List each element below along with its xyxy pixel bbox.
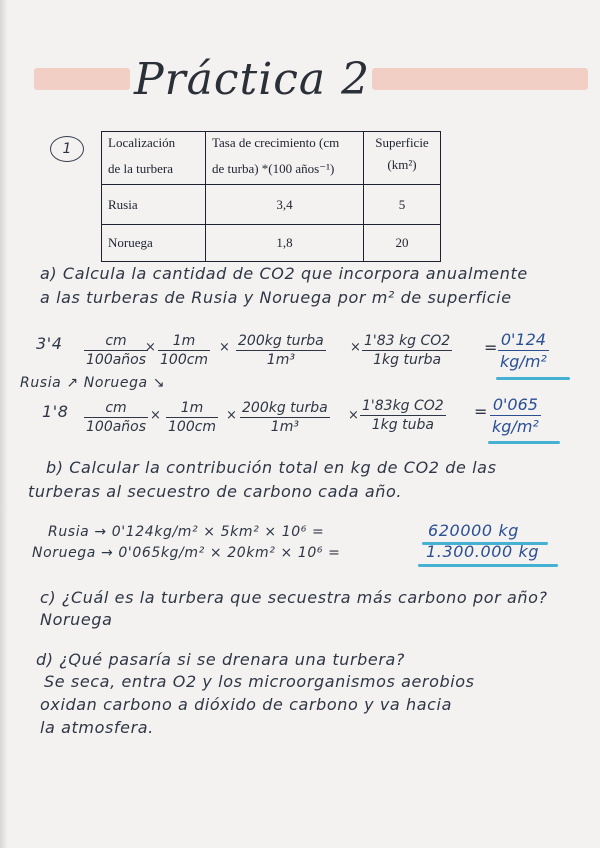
denominator: 100años bbox=[86, 419, 147, 435]
table-cell: 20 bbox=[364, 225, 441, 262]
denominator: 1kg turba bbox=[373, 352, 442, 368]
answer-d-line1: Se seca, entra O2 y los microorganismos aerobios bbox=[44, 672, 475, 691]
table-cell: Noruega bbox=[102, 225, 206, 262]
answer-d-line2: oxidan carbono a dióxido de carbono y va hacia bbox=[40, 695, 452, 714]
table-row bbox=[102, 185, 441, 225]
question-c: c) ¿Cuál es la turbera que secuestra más carbono por año? bbox=[40, 588, 548, 607]
noruega-fraction-2 bbox=[166, 400, 218, 435]
table-row bbox=[102, 225, 441, 262]
times-sign: × bbox=[145, 340, 156, 355]
denominator: kg/m² bbox=[500, 352, 547, 371]
header-text: Superficie bbox=[375, 135, 429, 150]
rusia-fraction-2 bbox=[158, 333, 210, 368]
question-b-line2: turberas al secuestro de carbono cada año. bbox=[28, 482, 403, 501]
numerator: cm bbox=[105, 400, 127, 416]
denominator: 1m³ bbox=[266, 352, 295, 368]
header-text: de turba) *(100 años⁻¹) bbox=[212, 161, 335, 176]
header-text: (km²) bbox=[387, 157, 417, 172]
numerator: 1m bbox=[172, 333, 196, 349]
equals-sign: = bbox=[484, 338, 498, 357]
header-text: de la turbera bbox=[108, 161, 173, 176]
country-trend-labels: Rusia ↗ Noruega ↘ bbox=[20, 375, 166, 391]
rusia-total-result: 620000 kg bbox=[428, 521, 519, 540]
exercise-number: 1 bbox=[50, 136, 84, 162]
noruega-fraction-3 bbox=[240, 400, 330, 435]
rusia-fraction-3 bbox=[236, 333, 326, 368]
denominator: 100cm bbox=[168, 419, 217, 435]
equals-sign: = bbox=[474, 402, 488, 421]
times-sign: × bbox=[348, 408, 359, 423]
times-sign: × bbox=[150, 408, 161, 423]
question-b-line1: b) Calcular la contribución total en kg de CO2 de las bbox=[46, 458, 497, 477]
question-a-line2: a las turberas de Rusia y Noruega por m² de superficie bbox=[40, 288, 512, 307]
numerator: 0'065 bbox=[492, 395, 538, 414]
noruega-fraction-4 bbox=[360, 398, 446, 433]
question-a-line1: a) Calcula la cantidad de CO2 que incorpora anualmente bbox=[40, 264, 528, 283]
title-highlight-left bbox=[34, 68, 130, 90]
noruega-fraction-1 bbox=[84, 400, 148, 435]
table-header-cell bbox=[364, 132, 441, 185]
table-cell: Rusia bbox=[102, 185, 206, 225]
table-cell: 5 bbox=[364, 185, 441, 225]
result-underline bbox=[496, 377, 570, 380]
header-text: Localización bbox=[108, 135, 176, 150]
result-underline bbox=[418, 564, 558, 567]
table-header-cell bbox=[102, 132, 206, 185]
noruega-result bbox=[490, 395, 541, 436]
numerator: 1m bbox=[180, 400, 204, 416]
numerator: 1'83 kg CO2 bbox=[364, 333, 451, 349]
denominator: 1kg tuba bbox=[371, 417, 434, 433]
noruega-factor: 1'8 bbox=[42, 402, 69, 421]
peat-table bbox=[101, 131, 441, 262]
denominator: 1m³ bbox=[270, 419, 299, 435]
times-sign: × bbox=[350, 340, 361, 355]
denominator: 100años bbox=[86, 352, 147, 368]
answer-d-line3: la atmosfera. bbox=[40, 718, 154, 737]
rusia-fraction-4 bbox=[362, 333, 452, 368]
table-cell: 1,8 bbox=[206, 225, 364, 262]
rusia-result bbox=[498, 330, 549, 371]
table-header-row bbox=[102, 132, 441, 185]
question-d: d) ¿Qué pasaría si se drenara una turbera? bbox=[36, 650, 406, 669]
rusia-total-calc: Rusia → 0'124kg/m² × 5km² × 10⁶ = bbox=[48, 524, 325, 540]
table-header-cell bbox=[206, 132, 364, 185]
numerator: 0'124 bbox=[500, 330, 546, 349]
page-edge bbox=[0, 0, 8, 848]
page-title: Práctica 2 bbox=[134, 54, 371, 105]
answer-c: Noruega bbox=[40, 610, 113, 629]
times-sign: × bbox=[219, 340, 230, 355]
numerator: 200kg turba bbox=[242, 400, 328, 416]
noruega-total-result: 1.300.000 kg bbox=[426, 542, 540, 561]
denominator: kg/m² bbox=[492, 417, 539, 436]
rusia-factor: 3'4 bbox=[36, 334, 63, 353]
noruega-total-calc: Noruega → 0'065kg/m² × 20km² × 10⁶ = bbox=[32, 545, 341, 561]
times-sign: × bbox=[226, 408, 237, 423]
result-underline bbox=[488, 441, 560, 444]
title-highlight-right bbox=[372, 68, 588, 90]
numerator: 1'83kg CO2 bbox=[362, 398, 444, 414]
table-cell: 3,4 bbox=[206, 185, 364, 225]
denominator: 100cm bbox=[160, 352, 209, 368]
numerator: cm bbox=[105, 333, 127, 349]
rusia-fraction-1 bbox=[84, 333, 148, 368]
numerator: 200kg turba bbox=[238, 333, 324, 349]
header-text: Tasa de crecimiento (cm bbox=[212, 135, 340, 150]
